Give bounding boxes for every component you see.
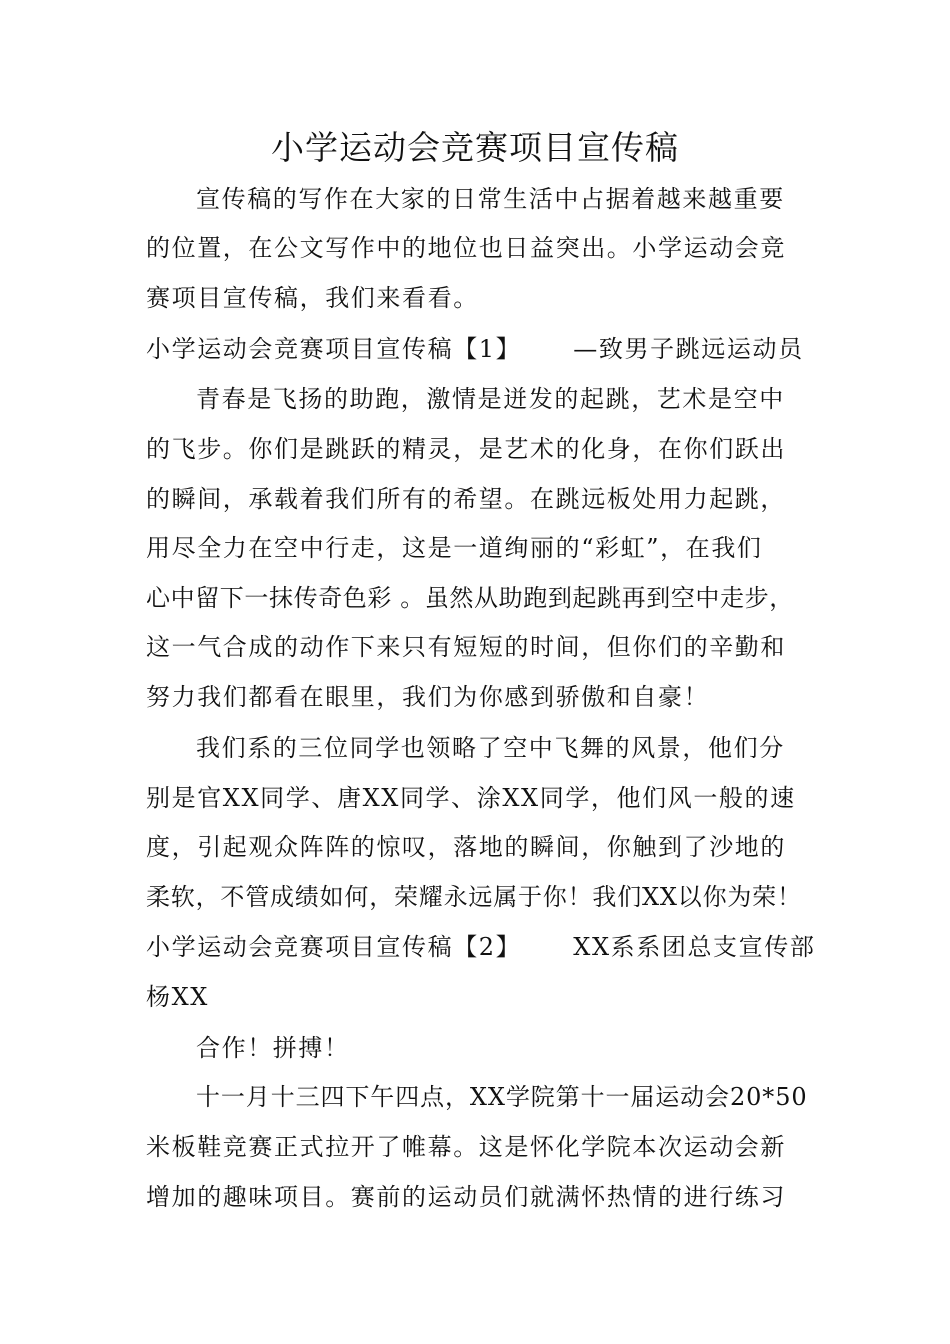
paragraph-line: 用尽全力在空中行走，这是一道绚丽的“彩虹”，在我们 bbox=[146, 534, 763, 562]
paragraph-line: 赛项目宣传稿，我们来看看。 bbox=[146, 284, 479, 312]
paragraph-line: 心中留下一抹传奇色彩 。虽然从助跑到起跳再到空中走步， bbox=[146, 584, 794, 612]
section-subtitle: —致男子跳远运动员 bbox=[573, 335, 804, 363]
paragraph-line: 别是官XX同学、唐XX同学、涂XX同学，他们风一般的速 bbox=[146, 784, 796, 812]
section-title: 小学运动会竞赛项目宣传稿【1】 bbox=[146, 335, 522, 363]
section-subtitle: XX系系团总支宣传部 bbox=[573, 933, 816, 961]
section-title: 小学运动会竞赛项目宣传稿【2】 bbox=[146, 933, 522, 961]
paragraph-line: 宣传稿的写作在大家的日常生活中占据着越来越重要 bbox=[196, 185, 785, 213]
paragraph-line: 的飞步。你们是跳跃的精灵，是艺术的化身，在你们跃出 bbox=[146, 435, 786, 463]
paragraph-line: 十一月十三四下午四点，XX学院第十一届运动会20*50 bbox=[196, 1083, 808, 1111]
paragraph-line: 的瞬间，承载着我们所有的希望。在跳远板处用力起跳， bbox=[146, 485, 786, 513]
section-heading-1 bbox=[146, 332, 804, 366]
paragraph-line: 增加的趣味项目。赛前的运动员们就满怀热情的进行练习 bbox=[146, 1183, 786, 1211]
paragraph-line: 合作！拼搏！ bbox=[196, 1034, 350, 1062]
document-title: 小学运动会竞赛项目宣传稿 bbox=[271, 128, 679, 167]
author-line: 杨XX bbox=[146, 983, 209, 1011]
section-heading-2 bbox=[146, 930, 815, 964]
paragraph-line: 这一气合成的动作下来只有短短的时间，但你们的辛勤和 bbox=[146, 633, 786, 661]
paragraph-line: 我们系的三位同学也领略了空中飞舞的风景，他们分 bbox=[196, 734, 785, 762]
paragraph-line: 柔软，不管成绩如何，荣耀永远属于你！我们XX以你为荣！ bbox=[146, 883, 802, 911]
paragraph-line: 努力我们都看在眼里，我们为你感到骄傲和自豪！ bbox=[146, 683, 710, 711]
paragraph-line: 米板鞋竞赛正式拉开了帷幕。这是怀化学院本次运动会新 bbox=[146, 1133, 786, 1161]
paragraph-line: 的位置，在公文写作中的地位也日益突出。小学运动会竞 bbox=[146, 234, 786, 262]
paragraph-line: 青春是飞扬的助跑，激情是迸发的起跳，艺术是空中 bbox=[196, 385, 785, 413]
paragraph-line: 度，引起观众阵阵的惊叹，落地的瞬间，你触到了沙地的 bbox=[146, 833, 786, 861]
